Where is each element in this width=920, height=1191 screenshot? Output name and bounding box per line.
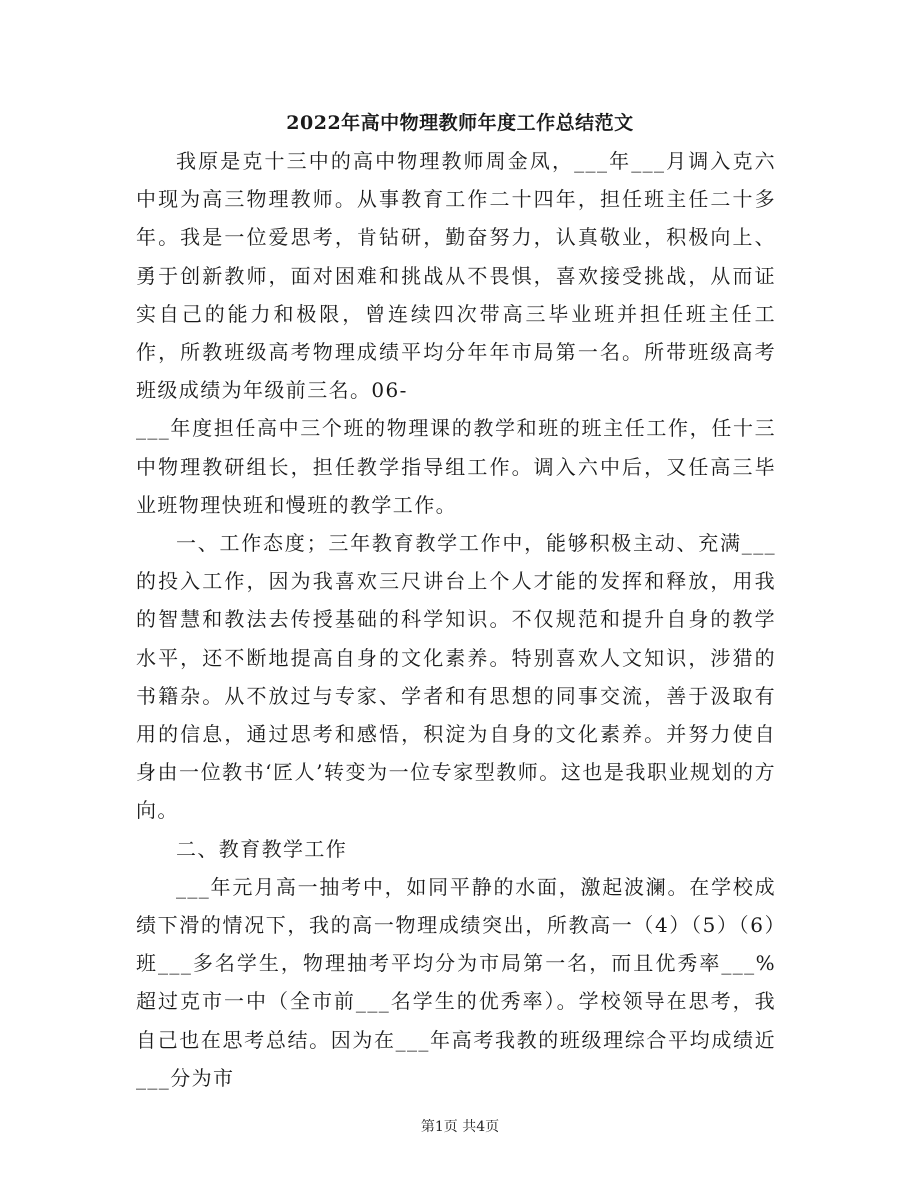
- document-body: [136, 142, 776, 1097]
- document-title: 2022年高中物理教师年度工作总结范文: [286, 112, 634, 134]
- paragraph-intro: 我原是克十三中的高中物理教师周金凤，___年___月调入克六中现为高三物理教师。从事教育工作二十四年，担任班主任二十多年。我是一位爱思考，肯钻研，勤奋努力，认真敬业，积极向上、勇于创新教师，面对困难和挑战从不畏惧，喜欢接受挑战，从而证实自己的能力和极限，曾连续四次带高三毕业班并担任班主任工作，所教班级高考物理成绩平均分年年市局第一名。所带班级高考班级成绩为年级前三名。06-: [136, 149, 776, 403]
- paragraph-teaching-results: ___年元月高一抽考中，如同平静的水面，激起波澜。在学校成绩下滑的情况下，我的高一物理成绩突出，所教高一（4）（5）（6）班___多名学生，物理抽考平均分为市局第一名，而且优秀率___%超过克市一中（全市前___名学生的优秀率）。学校领导在思考，我自己也在思考总结。因为在___年高考我教的班级理综合平均成绩近___分为市: [136, 874, 776, 1090]
- section-heading-teaching: 二、教育教学工作: [176, 836, 348, 861]
- paragraph-duties: ___年度担任高中三个班的物理课的教学和班的班主任工作，任十三中物理教研组长，担任教学指导组工作。调入六中后，又任高三毕业班物理快班和慢班的教学工作。: [136, 416, 776, 517]
- paragraph-work-attitude: 一、工作态度；三年教育教学工作中，能够积极主动、充满___的投入工作，因为我喜欢三尺讲台上个人才能的发挥和释放，用我的智慧和教法去传授基础的科学知识。不仅规范和提升自身的教学水平，还不断地提高自身的文化素养。特别喜欢人文知识，涉猎的书籍杂。从不放过与专家、学者和有思想的同事交流，善于汲取有用的信息，通过思考和感悟，积淀为自身的文化素养。并努力使自身由一位教书‘匠人’转变为一位专家型教师。这也是我职业规划的方向。: [136, 531, 776, 823]
- page-number: 第1页 共4页: [420, 1119, 500, 1135]
